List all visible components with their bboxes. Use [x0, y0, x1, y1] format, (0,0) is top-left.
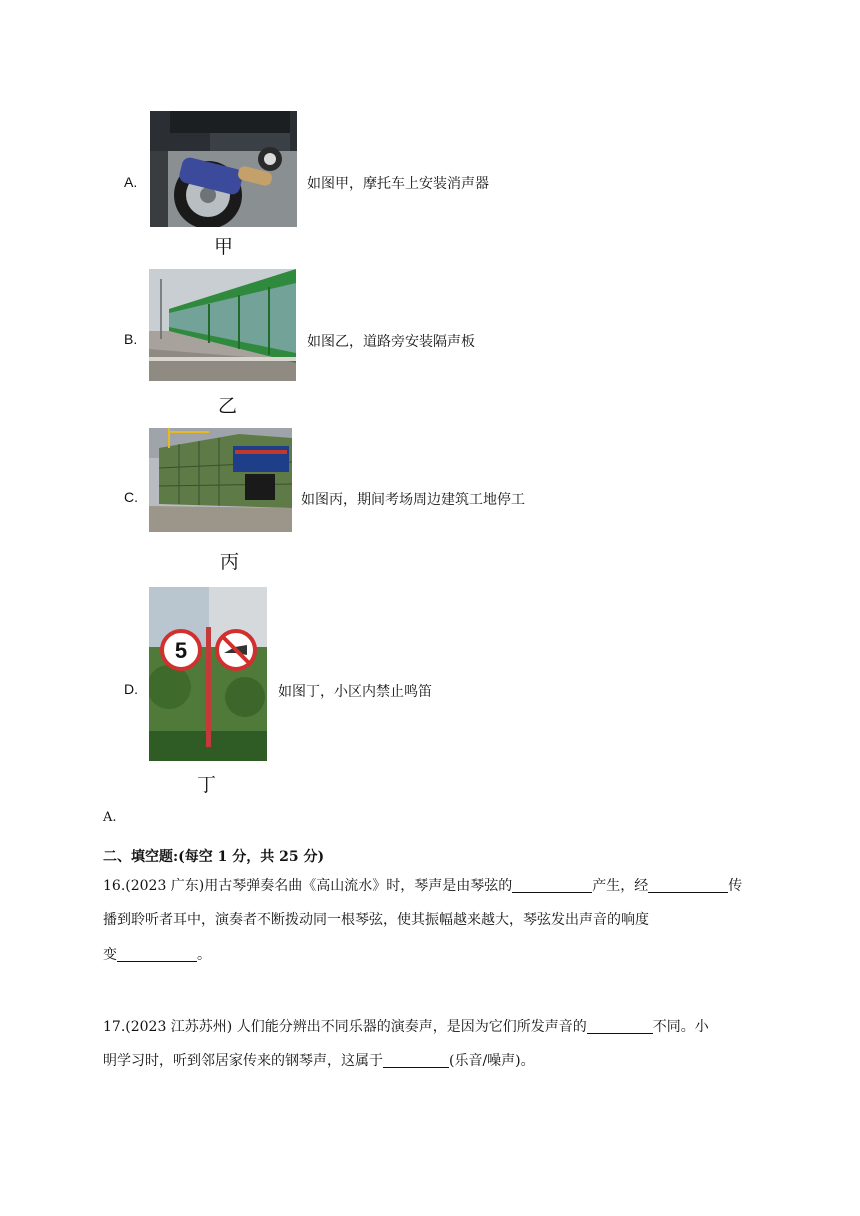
question-16-line-3: [103, 947, 211, 962]
q17-text-3: 明学习时，听到邻居家传来的钢琴声，这属于: [103, 1053, 383, 1069]
q17-text-4: (乐音/噪声)。: [449, 1053, 535, 1069]
svg-text:5: 5: [174, 638, 188, 663]
section-note: (每空 1 分，共 25 分): [178, 849, 325, 865]
question-16-line-2: 播到聆听者耳中，演奏者不断拨动同一根琴弦，使其振幅越来越大，琴弦发出声音的响度: [103, 912, 649, 928]
q16-blank-1[interactable]: [512, 878, 592, 893]
question-17-line-1: [103, 1019, 709, 1034]
section-title: 二、填空题:: [103, 849, 179, 865]
section-heading: [103, 846, 324, 866]
no-honking-sign-photo: [149, 587, 267, 761]
option-c-text: 如图丙，期间考场周边建筑工地停工: [301, 492, 525, 508]
q16-text-4: 变: [103, 947, 117, 963]
figure-label-yi: 乙: [218, 395, 238, 417]
figure-label-jia: 甲: [214, 236, 234, 258]
figure-label-bing: 丙: [220, 551, 240, 573]
figure-label-ding: 丁: [197, 774, 217, 796]
answer-text: A.: [103, 810, 117, 825]
q17-blank-2[interactable]: [383, 1053, 449, 1068]
option-b-text: 如图乙，道路旁安装隔声板: [307, 334, 475, 350]
question-17-line-2: [103, 1053, 535, 1068]
option-c-letter: C.: [124, 489, 138, 505]
question-16-line-1: [103, 878, 742, 893]
q17-text-1: 17.(2023 江苏苏州) 人们能分辨出不同乐器的演奏声，是因为它们所发声音的: [103, 1019, 587, 1035]
q16-text-2: 产生，经: [592, 878, 649, 894]
q17-text-2: 不同。小: [652, 1019, 709, 1035]
motorcycle-muffler-photo: [150, 111, 297, 227]
q16-blank-3[interactable]: [117, 947, 197, 962]
q16-text-3: 传: [728, 878, 743, 894]
q16-blank-2[interactable]: [648, 878, 728, 893]
q16-text-5: 。: [197, 947, 211, 963]
construction-site-photo: [149, 428, 292, 532]
option-b-letter: B.: [124, 331, 138, 347]
road-sound-barrier-photo: [149, 269, 296, 381]
q16-text-1: 16.(2023 广东)用古琴弹奏名曲《高山流水》时，琴声是由琴弦的: [103, 878, 513, 894]
option-a-text: 如图甲，摩托车上安装消声器: [307, 176, 489, 192]
option-d-text: 如图丁，小区内禁止鸣笛: [278, 684, 432, 700]
q17-blank-1[interactable]: [587, 1019, 653, 1034]
option-a-letter: A.: [124, 174, 138, 190]
option-d-letter: D.: [124, 681, 138, 697]
